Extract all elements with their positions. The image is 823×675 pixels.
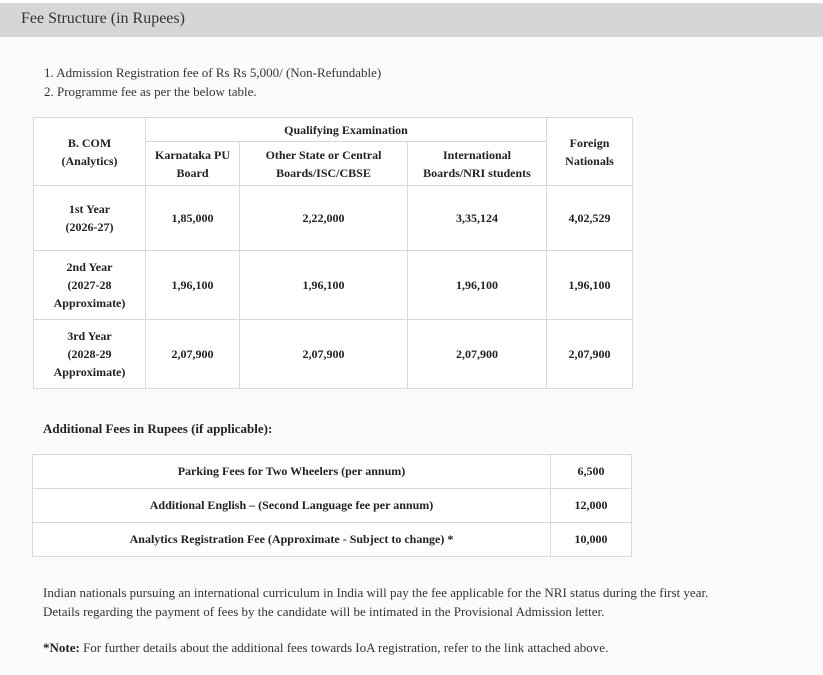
table-row [34,186,633,251]
year-cell [34,320,146,389]
additional-fees-table [32,454,632,557]
year-approx: Approximate) [53,296,126,310]
year-cell [34,251,146,320]
year-label: 3rd Year [67,329,112,343]
foreign-fee: 1,96,100 [547,251,633,320]
intl-fee: 3,35,124 [408,186,547,251]
table-row [33,489,632,523]
additional-fee-value: 10,000 [551,523,632,557]
table-row [33,523,632,557]
karnataka-header-line-2: Board [176,165,209,180]
section-header [0,3,823,37]
other-header-line-2: Boards/ISC/CBSE [276,165,371,180]
other-fee: 2,22,000 [240,186,408,251]
year-approx: Approximate) [53,365,126,379]
year-label: 2nd Year [66,260,113,274]
year-cell [34,186,146,251]
table-row [34,251,633,320]
additional-fees-title: Additional Fees in Rupees (if applicable): [43,421,273,436]
karnataka-fee: 2,07,900 [146,320,240,389]
other-header-line-1: Other State or Central [265,147,382,162]
nri-note-line-1: Indian nationals pursuing an international curriculum in India will pay the fee applicable for the NRI status during the first year. [43,585,709,600]
nri-note-line-2: Details regarding the payment of fees by the candidate will be intimated in the Provisional Admission letter. [43,604,605,619]
year-period: (2027-28 [67,278,112,292]
intro-item-2: 2. Programme fee as per the below table. [44,84,257,99]
foreign-header-line-2: Nationals [565,153,614,168]
karnataka-fee: 1,85,000 [146,186,240,251]
intro-list [44,63,381,101]
other-header-cell [240,142,408,186]
karnataka-header-line-1: Karnataka PU [155,147,230,162]
year-period: (2028-29 [67,347,112,361]
karnataka-fee: 1,96,100 [146,251,240,320]
additional-fee-label: Analytics Registration Fee (Approximate - Subject to change) * [33,523,551,557]
note-text: For further details about the additional fees towards IoA registration, refer to the link attached above. [79,640,609,655]
other-fee: 2,07,900 [240,320,408,389]
year-period: (2026-27) [65,220,114,234]
additional-fee-label: Additional English – (Second Language fee per annum) [33,489,551,523]
nri-note [43,583,708,621]
karnataka-header-cell [146,142,240,186]
other-fee: 1,96,100 [240,251,408,320]
year-label: 1st Year [68,202,111,216]
additional-fee-value: 6,500 [551,455,632,489]
note-label: *Note: [43,640,80,655]
foreign-fee: 4,02,529 [547,186,633,251]
intro-item-1: 1. Admission Registration fee of Rs Rs 5,000/ (Non-Refundable) [44,65,382,80]
course-header-cell [34,118,146,186]
fee-table [33,117,633,389]
table-row [34,320,633,389]
fee-table-header-row [34,118,633,142]
intl-header-line-2: Boards/NRI students [423,165,531,180]
intl-header-line-1: International [442,147,511,162]
course-subtitle: (Analytics) [61,153,118,168]
section-title: Fee Structure (in Rupees) [21,10,185,27]
qualifying-header-cell: Qualifying Examination [146,118,547,142]
foreign-header-cell [547,118,633,186]
foreign-header-line-1: Foreign [569,135,610,150]
intl-fee: 2,07,900 [408,320,547,389]
course-name: B. COM [67,135,112,150]
foreign-fee: 2,07,900 [547,320,633,389]
ioa-note [43,640,608,656]
intl-fee: 1,96,100 [408,251,547,320]
additional-fee-value: 12,000 [551,489,632,523]
additional-fee-label: Parking Fees for Two Wheelers (per annum) [33,455,551,489]
intl-header-cell [408,142,547,186]
table-row [33,455,632,489]
